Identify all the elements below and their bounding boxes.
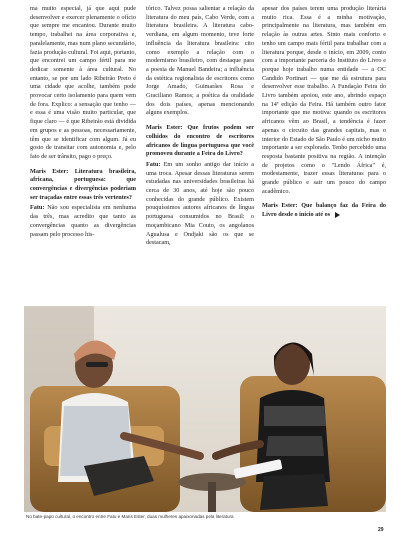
- text-column-3: [262, 5, 386, 220]
- answer: [146, 161, 254, 248]
- page-number: 29: [378, 527, 384, 533]
- answer-text: Em um sonho antigo dar início a uma troca. Apesar dessas literaturas serem estudadas nas universidades brasileiras há cerca de 30 anos, até hoje são pouco conhecidas do grande público. Existem pouquíssimos autores africanos de língua portuguesa consumidos no Brasil: o moçambicano Mia Couto, os angolanos Agualusa e Ondjaki são os que se destacam,: [146, 160, 254, 247]
- paragraph: tórico. Talvez possa salientar a relação da literatura do meu país, Cabo Verde, com a literatura brasileira. A literatura cabo-verdiana, em algum momento, teve forte influência da literatura brasileira: cito como exemplo a relação com o modernismo brasileiro, com destaque para a poesia de Manuel Bandeira; a influência da estética regionalista de escritores como Jorge Amado, Guimarães Rosa e Graciliano Ramos; a poética da oralidade dos dois países, apenas mencionando alguns exemplos.: [146, 5, 254, 117]
- question: [146, 124, 254, 159]
- paragraph: apesar dos países terem uma produção literária muito rica. Essa é a minha motivação, principalmente na literatura, mas também em relação às outras artes. Sinto mais conforto e tenho um campo mais fértil para trabalhar com a literatura porque, desde o início, em 2009, conto com a importante parceria do Instituto do Livro e porque hoje trabalho numa entidade — a OC Candido Portinari — que me dá estrutura para desenvolver esse trabalho. A Fundação Feira do Livro também apoiou, este ano, abrindo espaço na 14ª edição da Feira. Há também outro fator importante que me motiva: quando os escritores africanos vêm ao Brasil, a tendência é fazer apenas o circuito das grandes capitais, mas o interior do Estado de São Paulo é um nicho muito importante a ser explorado. Tenho percebido uma resposta bastante positiva na região. A intenção de projetos como o "Lendo África" é, modestamente, trazer essas literaturas para o grande público e sair um pouco do campo acadêmico.: [262, 5, 386, 195]
- question-text: Literatura brasileira, africana, portuguesa: que convergências e divergências poderiam ser traçadas entre essas três vertentes?: [30, 167, 136, 201]
- speaker-name: Maris Ester:: [262, 202, 298, 210]
- speaker-name: Fatu:: [146, 160, 161, 168]
- question-text: Que balanço faz da Feira do Livro desde o início até os: [262, 202, 386, 219]
- question-text: Que frutos podem ser colhidos do encontro de escritores africanos de língua portuguesa que você promoveu durante a Feira do Livro?: [146, 124, 254, 158]
- speaker-name: Fatu:: [30, 204, 45, 212]
- interview-photo: [24, 306, 386, 512]
- photo-caption: No bate-papo cultural, o encontro entre Fatu e Maris Ester, duas mulheres apaixonadas pela literatura: [26, 514, 234, 519]
- text-column-2: [146, 5, 254, 248]
- speaker-name: Maris Ester:: [30, 167, 69, 175]
- text-column-1: [30, 5, 136, 239]
- answer: [30, 204, 136, 239]
- continue-arrow-icon: [335, 212, 340, 218]
- paragraph: ma muito especial, já que aqui pude desenvolver e exercer plenamente o ofício que sempre me encantou. Durante muito tempo, trabalhei na área corporativa e, paralelamente, mas num plano secundário, fazia produção cultural. Foi aqui, portanto, que encontrei um campo fértil para me dedicar somente à área cultural. No entanto, se por um lado Ribeirão Preto é uma cidade que acolhe, também pode provocar certo isolamento para quem vem de fora. Explico: a sensação que tenho — e essa é uma visão muito particular, que fique claro — é que Ribeirão está dividida em grupos e as pessoas, necessariamente, têm que se identificar com algum. Já eu gosto de transitar com autonomia e, pelo fato de ser trânsito, pago o preço.: [30, 5, 136, 160]
- interview-photo-illustration: [24, 306, 386, 512]
- question: [262, 202, 386, 219]
- question: [30, 168, 136, 203]
- answer-text: Não sou especialista em nenhuma das três, mas acredito que tanto as convergências quanto as divergências passam pelo processo his-: [30, 204, 136, 238]
- speaker-name: Maris Ester:: [146, 124, 183, 132]
